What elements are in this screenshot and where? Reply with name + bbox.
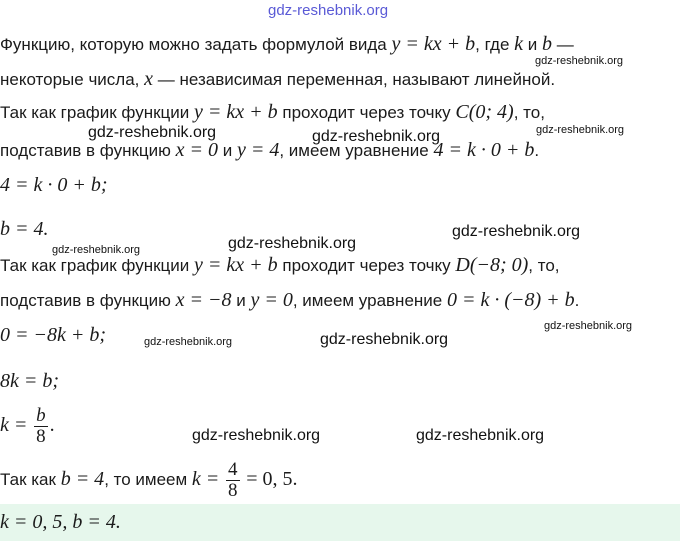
watermark-top: gdz-reshebnik.org — [268, 2, 389, 19]
formula: y = kx + b — [194, 254, 278, 276]
formula: y = 4 — [236, 139, 280, 161]
text: некоторые числа, — [0, 70, 140, 89]
watermark: gdz-reshebnik.org — [228, 235, 357, 252]
text: проходит через точку — [282, 256, 451, 275]
answer-formula: k = 0, 5, b = 4. — [0, 511, 121, 533]
answer-box — [0, 504, 680, 541]
watermark: gdz-reshebnik.org — [52, 244, 141, 256]
text: и — [527, 35, 538, 54]
formula: . — [49, 413, 55, 436]
text: — — [556, 35, 574, 54]
formula: D(−8; 0) — [455, 254, 529, 276]
fraction — [226, 460, 240, 501]
text: — независимая переменная, называют линейной. — [157, 70, 556, 89]
watermark: gdz-reshebnik.org — [144, 336, 233, 348]
formula: b = 4 — [60, 467, 105, 490]
text-line-2 — [0, 68, 555, 91]
watermark: gdz-reshebnik.org — [535, 55, 624, 67]
text-line-1 — [0, 33, 574, 56]
formula: y = kx + b — [194, 101, 278, 123]
formula-line-11 — [0, 406, 55, 447]
text: проходит через точку — [282, 103, 451, 122]
text: Функцию, которую можно задать формулой вида — [0, 35, 387, 54]
watermark: gdz-reshebnik.org — [88, 124, 217, 141]
text: подставив в функцию — [0, 291, 171, 310]
formula: C(0; 4) — [455, 101, 514, 123]
text-line-7 — [0, 254, 560, 277]
formula: b — [542, 33, 552, 55]
text-line-4 — [0, 139, 539, 162]
formula: 4 = k · 0 + b — [433, 139, 535, 161]
text: . — [574, 291, 580, 310]
watermark: gdz-reshebnik.org — [452, 223, 581, 240]
text-line-3 — [0, 101, 545, 124]
formula: x = −8 — [175, 289, 232, 311]
formula: k — [514, 33, 524, 55]
text: Так как график функции — [0, 256, 190, 275]
text: , то имеем — [104, 469, 188, 489]
fraction-numerator: 4 — [228, 459, 238, 480]
formula: = 0, 5. — [246, 467, 298, 490]
text: , имеем уравнение — [292, 291, 443, 310]
fraction — [34, 406, 48, 447]
watermark: gdz-reshebnik.org — [312, 128, 441, 145]
text-line-12 — [0, 460, 298, 501]
fraction-denominator: 8 — [36, 426, 46, 447]
formula-line-6: b = 4. — [0, 218, 49, 240]
formula: y = 0 — [250, 289, 293, 311]
text: , то, — [513, 103, 545, 122]
text: и — [236, 291, 246, 310]
text-line-8 — [0, 289, 579, 312]
formula: y = kx + b — [391, 33, 476, 55]
formula-line-9: 0 = −8k + b; — [0, 324, 107, 346]
text: , имеем уравнение — [279, 141, 429, 160]
formula: x = 0 — [175, 139, 219, 161]
text: Так как график функции — [0, 103, 190, 122]
formula: x — [144, 68, 154, 90]
formula: 0 = k · (−8) + b — [446, 289, 575, 311]
text: и — [222, 141, 233, 160]
watermark: gdz-reshebnik.org — [416, 427, 545, 444]
watermark: gdz-reshebnik.org — [536, 124, 625, 136]
formula: k = — [191, 467, 220, 490]
formula-line-10: 8k = b; — [0, 370, 60, 392]
text: подставив в функцию — [0, 141, 171, 160]
text: . — [534, 141, 540, 160]
formula: k = — [0, 413, 28, 436]
text: , где — [475, 35, 510, 54]
text: , то, — [528, 256, 560, 275]
fraction-numerator: b — [36, 405, 46, 426]
formula-line-5: 4 = k · 0 + b; — [0, 174, 108, 196]
watermark: gdz-reshebnik.org — [192, 427, 321, 444]
watermark: gdz-reshebnik.org — [320, 331, 449, 348]
fraction-denominator: 8 — [228, 480, 238, 501]
text: Так как — [0, 469, 56, 489]
watermark: gdz-reshebnik.org — [544, 320, 633, 332]
